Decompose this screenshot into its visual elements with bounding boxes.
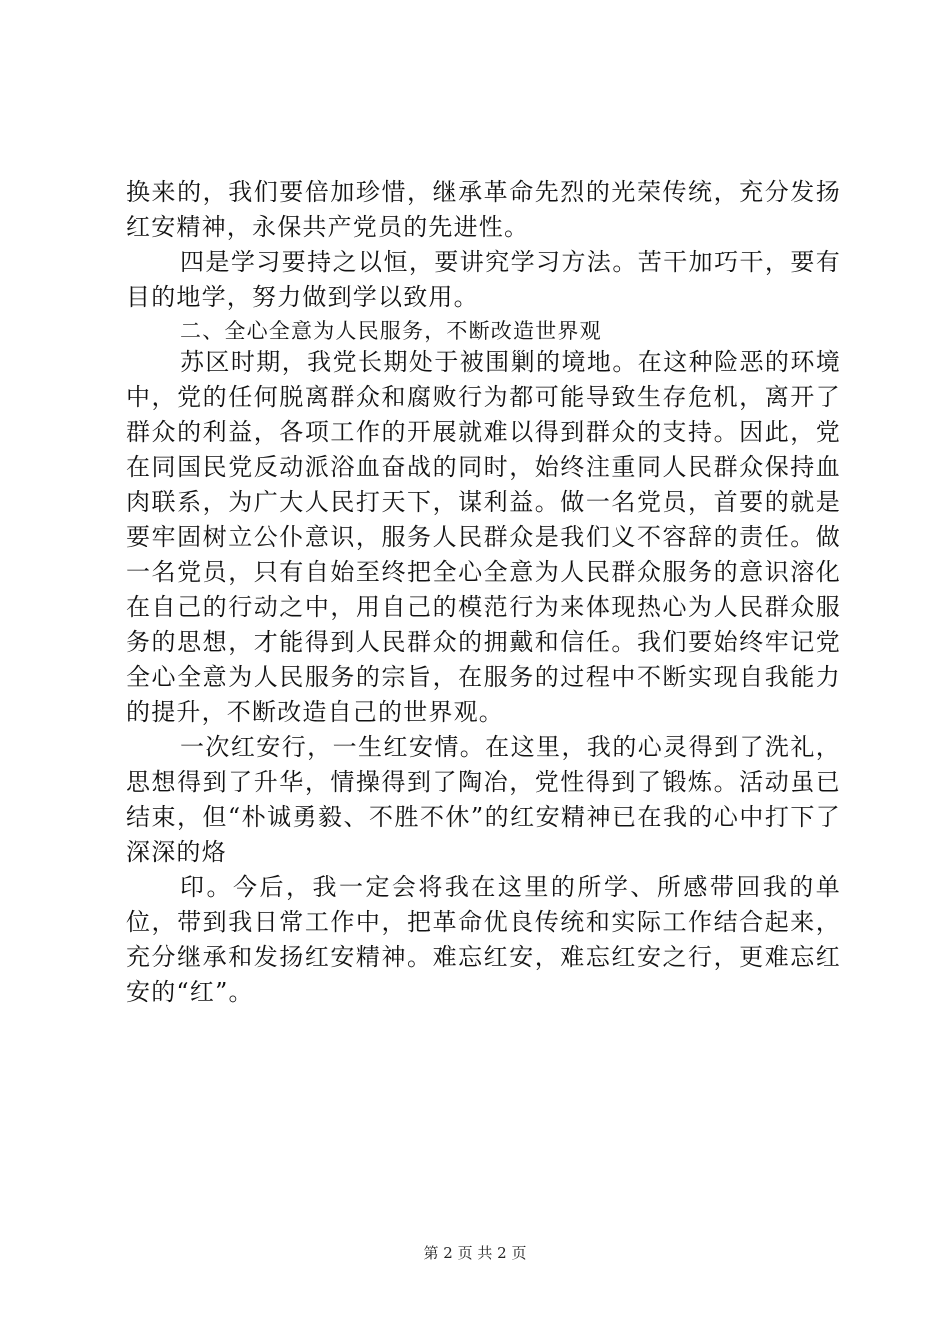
paragraph-study-method: 四是学习要持之以恒，要讲究学习方法。苦干加巧干，要有目的地学，努力做到学以致用。 xyxy=(126,248,841,311)
section-heading: 二、全心全意为人民服务，不断改造世界观 xyxy=(180,319,602,343)
paragraph-serve-people: 苏区时期，我党长期处于被围剿的境地。在这种险恶的环境中，党的任何脱离群众和腐败行为都可能导致生存危机，离开了群众的利益，各项工作的开展就难以得到群众的支持。因此，党在同国民党反动派浴血奋战的同时，始终注重同人民群众保持血肉联系，为广大人民打天下，谋利益。做一名党员，首要的就是要牢固树立公仆意识，服务人民群众是我们义不容辞的责任。做一名党员，只有自始至终把全心全意为人民群众服务的意识溶化在自己的行动之中，用自己的模范行为来体现热心为人民群众服务的思想，才能得到人民群众的拥戴和信任。我们要始终牢记党全心全意为人民服务的宗旨，在服务的过程中不断实现自我能力的提升，不断改造自己的世界观。 xyxy=(126,348,841,726)
paragraph-hongan-trip: 一次红安行，一生红安情。在这里，我的心灵得到了洗礼，思想得到了升华，情操得到了陶冶，党性得到了锻炼。活动虽已结束，但“朴诚勇毅、不胜不休”的红安精神已在我的心中打下了深深的烙 xyxy=(126,733,841,866)
paragraph-conclusion: 印。今后，我一定会将我在这里的所学、所感带回我的单位，带到我日常工作中，把革命优良传统和实际工作结合起来，充分继承和发扬红安精神。难忘红安，难忘红安之行，更难忘红安的“红”。 xyxy=(126,873,841,1006)
document-body xyxy=(126,175,841,1010)
paragraph-continuation: 换来的，我们要倍加珍惜，继承革命先烈的光荣传统，充分发扬红安精神，永保共产党员的先进性。 xyxy=(126,178,841,241)
page-number-footer: 第 2 页 共 2 页 xyxy=(423,1244,527,1262)
